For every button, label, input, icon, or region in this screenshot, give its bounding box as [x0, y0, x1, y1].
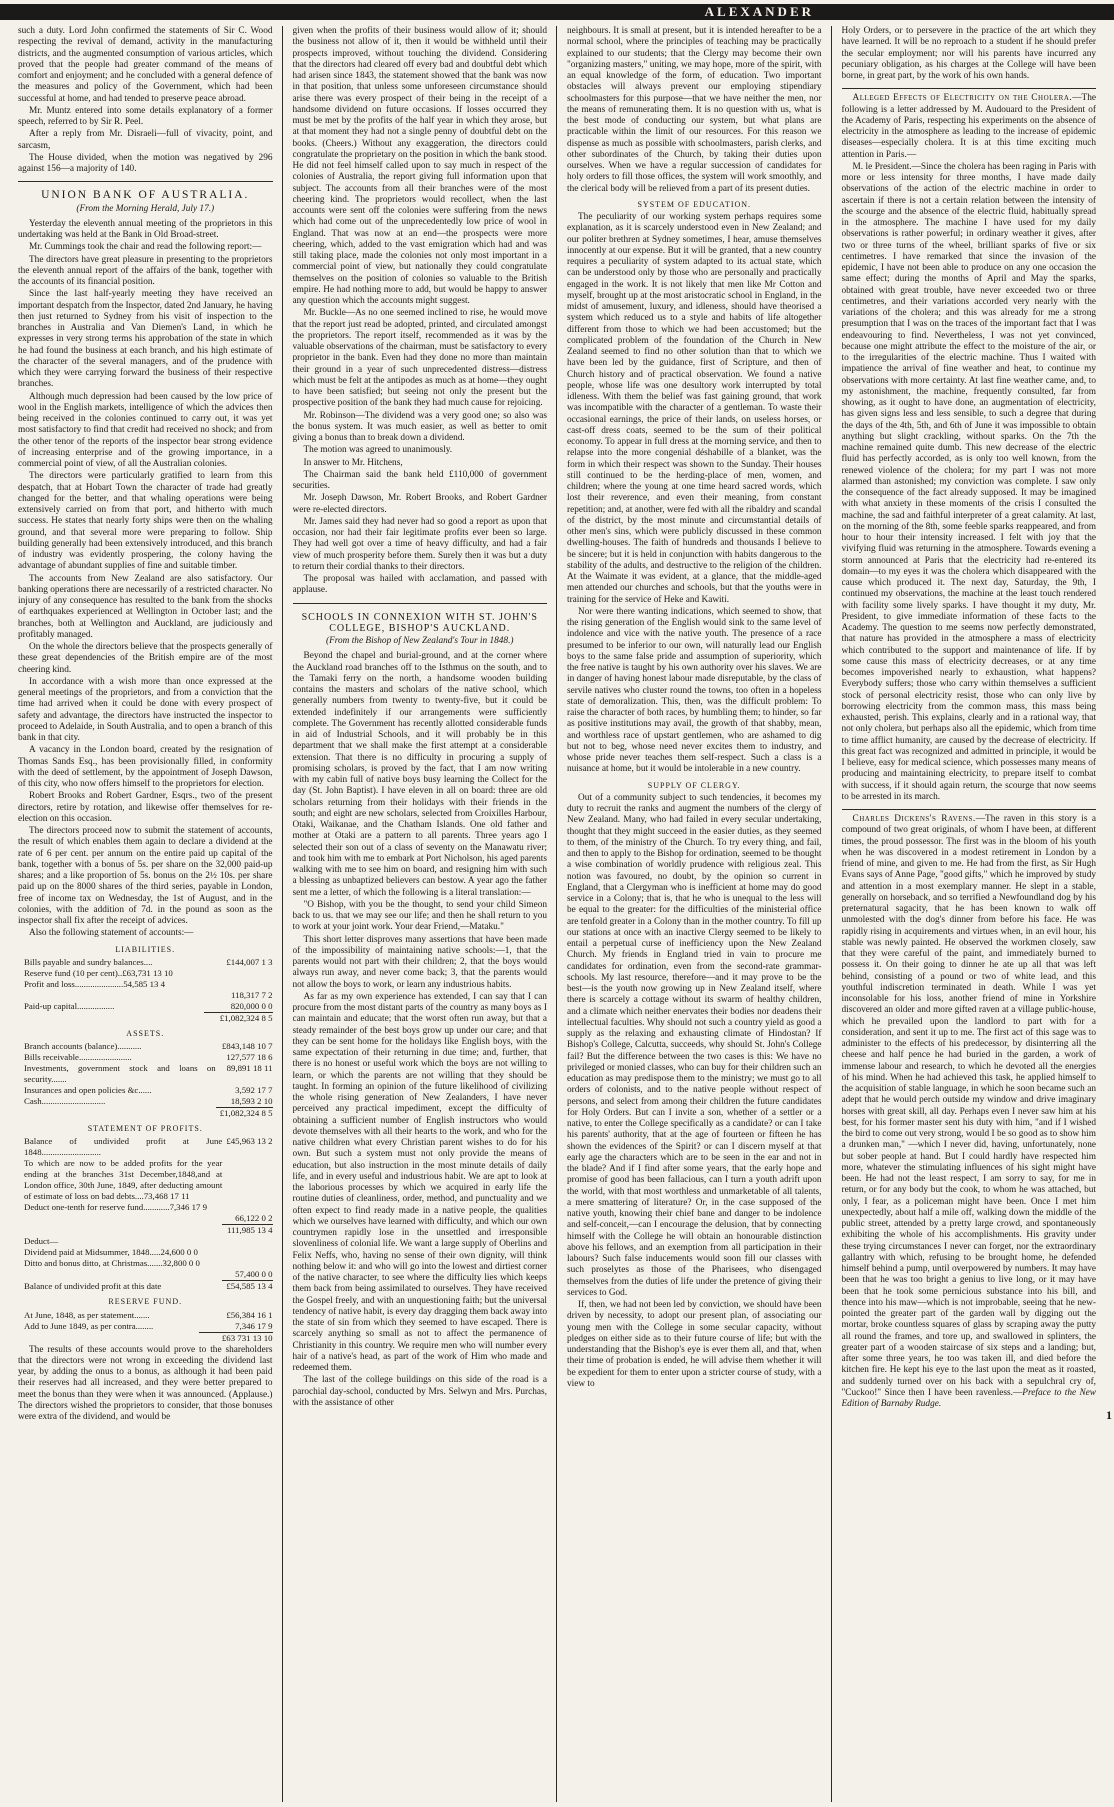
paragraph: Mr. James said they had never had so good a report as upon that occasion, nor had their fair legitimate profits ever been so large. They had well got over a time of heavy difficulty, and had a fair view of much prosperity before them. Surely then it was but a duty to return their cordial thanks to their directors. [292, 516, 547, 572]
paragraph: given when the profits of their business would allow of it; should the business not allow of it, then it would be withheld until their prospects improved, without touching the dividend. Considering that the directors had cleared off every bad and doubtful debt which had arisen since 1843, the statement showed that the bank was now in that position, that unless some unforeseen circumstance should arise there was every prospect of their being in the receipt of a handsome dividend on future occasions. If losses occurred they must be met by the profits of the half year in which they arose, but at that moment they had not a single penny of doubtful debt on the books. (Cheers.) Without any exaggeration, the directors could congratulate the proprietary on the position in which the bank stood. He did not feel himself called upon to say much in respect of the colonies of Australia, the report giving full information upon that subject. The accounts from all their branches were of the most cheering kind. The proprietors would recollect, when the last accounts were sent off the colonies were suffering from the news which had come out of the unprecedentedly low price of wool in England. That was now at an end—the prospects were more cheering, which, added to the vast emigration which had and was still taking place, made the colonies not only most important in a commercial point of view, but nationally they could congratulate themselves on the position of colonies so valuable to the British empire. He had nothing more to add, but would be happy to answer any question which the accounts might suggest. [292, 26, 547, 306]
paragraph: Although much depression had been caused by the low price of wool in the English markets, intelligence of which the advices then being received in the colonies continued to carry out, it was yet most satisfactory to find that credit had received no shock; and from the other tenor of the reports of the inspector bear strong evidence of increasing enterprise and of the growing importance, in a commercial point of view, of all the Australian colonies. [18, 391, 273, 469]
column-container [18, 26, 1096, 1802]
letter-quote: "O Bishop, with you be the thought, to send your child Simeon back to us. that we may see our life; and then he shall return to you to work at your joint work. Your dear Friend,—Mataku." [292, 899, 547, 933]
margin-mark: 1 [1106, 1408, 1112, 1422]
profits-table [18, 1136, 273, 1292]
paragraph: In answer to Mr. Hitchens, [303, 457, 403, 468]
paragraph: The House divided, when the motion was negatived by 296 against 156—a majority of 140. [18, 152, 273, 174]
liabilities-caption: LIABILITIES. [115, 944, 176, 954]
paragraph: Since the last half-yearly meeting they have received an important despatch from the Inspector, dated 2nd January, he having then just returned to Sydney from his visit of inspection to the branches in Australia and Van Diemen's Land, in which he expresses in very strong terms his approbation of the state in which he had found the business at each branch, and his high estimate of the character of the several managers, and of the prudence with which they were carrying forward the business of their respective branches. [18, 289, 273, 390]
assets-table [18, 1041, 273, 1119]
paragraph: Mr. Cummings took the chair and read the following report:— [29, 242, 262, 253]
column-1 [18, 26, 283, 1802]
paragraph: This short letter disproves many assertions that have been made of the impossibility of maintaining native schools:—1, that the parents would not part with their children; 2, that the boys would always run away, and never come back; 3, that the parents would not allow the boys to work, or learn any industrious habits. [292, 934, 547, 990]
paragraph: Holy Orders, or to persevere in the practice of the art which they have learned. It will be no reproach to a student if he should prefer the secular employment; nor will his parents have incurred any pecuniary obligation, as his charges at the College will have been borne, in great part, by the work of his own hands. [841, 26, 1096, 81]
paragraph: If, then, we had not been led by conviction, we should have been driven by necessity, to adopt our present plan, of associating our young men with the College in some secular capacity, without pledges on either side as to their future course of life; but with the understanding that the Bishop's eye is ever them all, and that, when their time of probation is ended, he will advise them whether it will be expedient for them to enter upon a stricter course of study, with a view to [567, 1300, 822, 1389]
table-row: £63 731 13 10 [18, 1332, 273, 1344]
paragraph: The peculiarity of our working system perhaps requires some explanation, as it is scarcely understood even in New Zealand; and our politer brethren at Sydney sometimes, I hear, amuse themselves innocently at our expense. But it will be granted, that a new country requires a peculiarity of system adapted to its actual state, which can be understood only by those who are personally and practically engaged in the work. It is not likely that men like Mr Cotton and myself, brought up at the most aristocratic school in England, in the midst of amusement, luxury, and idleness, should have theorised a system which reduced us to a style and habits of life altogether different from those to which we had been accustomed; but the complicated problem of the foundation of the Church in New Zealand seemed to find no other solution than that to which we have been led by the guidance, first of Scripture, and then of Church history and of practical observation. We found a native people, whose life was one desultory work interrupted by total idleness. With them the belief was fast gaining ground, that work was incompatible with the character of a gentleman. To waste their occasional earnings, the price of their lands, on useless horses, or cast-off dress coats, seemed to be the sum of their political economy. To appear in full dress at the morning service, and then to relapse into the more congenial déshabille of a blanket, was the form in which their respect was shown to the Sunday. Their houses still continued to be the herding-place of men, women, and children; where the young at one time heard sacred words, which lost their reverence, and even their meaning, from constant repetition; and, at another, were fed with all the ribaldry and scandal of the district, by the most minute and circumstantial details of other men's sins, which were publicly discussed in these common dwelling-houses. The faith of hundreds and thousands I believe to be sincere; but it is held in conjunction with habits dangerous to the stability of the adults, and destructive to the religion of the children. At the Waimate it was evident, at a glance, that the middle-aged men attended our churches and schools, but that the youths were in training for the service of Heke and Kawiti. [567, 212, 822, 605]
run-in-heading: Alleged Effects of Electricity on the Cholera. [852, 93, 1073, 104]
table-row: Investments, government stock and loans on security....... 89,891 18 11 [24, 1063, 273, 1084]
table-row: At June, 1848, as per statement....... £56,384 16 1 [24, 1309, 273, 1320]
table-row: Bills receivable........................ 127,577 18 6 [24, 1052, 273, 1062]
table-row: Balance of undivided profit at June 1848........................... £45,963 13 2 [24, 1136, 273, 1158]
paragraph: Mr. Buckle—As no one seemed inclined to rise, he would move that the report just read be adopted, printed, and circulated amongst the proprietors. The report itself, recommended as it was by the valuable observations of the chairman, must be satisfactory to every proprietor in the bank. Even had they done no more than maintain their ground in a year of such unprecedented distress—distress which must be felt at the antipodes as much as at home—they ought to have been satisfied; but seeing not only the present but the prospective position of the bank they had much cause for rejoicing. [292, 308, 547, 409]
paragraph: Robert Brooks and Robert Gardner, Esqrs., two of the present directors, retire by rotation, and likewise offer themselves for re-election on this occasion. [18, 791, 273, 824]
paragraph: Mr. Muntz entered into some details explanatory of a former speech, referred to by Sir R. Peel. [18, 105, 273, 127]
paragraph-text: —The raven in this story is a compound of two great originals, of whom I have been, at different times, the proud possessor. The first was in the bloom of his youth when he was discovered in a modest retirement in London by a friend of mine, and given to me. He had from the first, as Sir Hugh Evans says of Anne Page, "good gifts," which he improved by study and attention in a most exemplary manner. He slept in a stable, generally on horseback, and so terrified a Newfoundland dog by his preternatural sagacity, that he has been known to walk off unmolested with the dog's dinner from before his face. He was rapidly rising in acquirements and virtues when, in an evil hour, his stable was newly painted. He observed the workmen closely, saw that they were careful of the paint, and immediately burned to possess it. On their going to dinner he ate up all that was left behind, consisting of a pound or two of white lead, and this youthful indiscretion terminated in death. While I was yet inconsolable for his loss, another friend of mine in Yorkshire discovered an older and more gifted raven at a village public-house, which he prevailed upon the landlord to part with for a consideration, and sent it up to me. The first act of this sage was to administer to the effects of his predecessor, by disinterring all the cheese and half pence he had buried in the garden, a work of immense labour and research, to which he devoted all the energies of his mind. When he had achieved this task, he applied himself to the acquisition of stable language, in which he soon became such an adept that he would perch outside my window and drive imaginary horses with great skill, all day. Perhaps even I never saw him at his best, for his former master sent his duty with him, "and if I wished the bird to come out very strong, would I be so good as to show him a drunken man," —which I never did, having, unfortunately, none but sober people at hand. But I could hardly have respected him more, whatever the stimulating influences of his sight might have been. He had not the least respect, I am sorry to say, for me in return, or for any body but the cook, to whom he was attached, but only, I fear, as a policeman might have been. Once I met him unexpectedly, about half a mile off, walking down the middle of the public street, attended by a pretty large crowd, and spontaneously exhibiting the whole of his accomplishments. His gravity under these trying circumstances I never can forget, nor the extraordinary gallantry with which, refusing to be brought home, he defended himself behind a pump, until overpowered by numbers. It may have been that he was too bright a genius to live long, or it may have been that he took some pernicious substance into his bill, and thence into his maw—which is not improbable, seeing that he new-pointed the greater part of the garden wall by digging out the mortar, broke countless squares of glass by scraping away the putty all round the frames, and tore up, and swallowed in splinters, the greater part of a wooden staircase of six steps and a landing; but, after some three years, he too was taken ill, and died before the kitchen fire. He kept his eye to the last upon the meat as it roasted, and suddenly turned over on his back with a sepulchral cry of, "Cuckoo!" Since then I have been ravenless.— [841, 814, 1096, 1398]
paragraph: Yesterday the eleventh annual meeting of the proprietors in this undertaking was held at the Bank in Old Broad-street. [18, 218, 273, 240]
paragraph: The directors were particularly gratified to learn from this despatch, that at Hobart Town the character of trade had greatly changed for the better, and that whaling operations were being extensively carried on from that port, and hitherto with much success. He states that nearly forty ships were then on the whaling ground, and that several more were preparing to follow. Ship building generally had been extensively introduced, and this branch of industry was evidently prospering, the colony having the advantage of abundant supplies of fine and suitable timber. [18, 471, 273, 572]
assets-caption: ASSETS. [126, 1028, 165, 1038]
section-divider [18, 181, 273, 182]
table-row: 111,985 13 4 [18, 1225, 273, 1237]
table-row: 57,400 0 0 [235, 1269, 273, 1280]
paragraph: The accounts from New Zealand are also satisfactory. Our banking operations there are necessarily of a restricted character. No injury of any consequence has resulted to the bank from the shocks of earthquakes experienced at Wellington in October last; and the branches, both at Wellington and Auckland, are judiciously and profitably managed. [18, 573, 273, 640]
table-row: Paid-up capital................. 820,000 0 0 [24, 1000, 273, 1011]
article-headline-schools: SCHOOLS IN CONNEXION WITH ST. JOHN'S COLLEGE, BISHOP'S AUCKLAND. [301, 611, 538, 634]
section-divider [842, 88, 1097, 89]
table-row: To which are now to be added profits for the year ending at the branches 31st December,1848,and at London office, 30th June, 1849, after deducting amount of estimate of loss on bad debts....73,468 17 11 [24, 1158, 223, 1202]
liabilities-table [18, 957, 273, 1024]
paragraph: On the whole the directors believe that the prospects generally of these great dependencies of the British empire are of the most cheering kind. [18, 642, 273, 675]
paragraph: The results of these accounts would prove to the shareholders that the directors were not wrong in exceeding the dividend last year, by adding the onus to a bonus, as although it had been paid their reserves had all increased, and they were better prepared to meet the bonus than they were when it was announced. (Applause.) The directors wished the proprietors to consider, that those bonuses were extra of the dividend, and would be [18, 1344, 273, 1422]
paragraph: Also the following statement of accounts:— [29, 928, 194, 939]
profits-caption: STATEMENT OF PROFITS. [87, 1124, 203, 1133]
table-row: Profit and loss......................54,585 13 4 [24, 978, 165, 989]
table-row: Reserve fund (10 per cent)..£63,731 13 10 [24, 967, 173, 978]
parliament-report-end: such a duty. Lord John confirmed the statements of Sir C. Wood respecting the revival of demand, activity in the manufacturing districts, and the augmented consumption of various articles, which proved that the people had greater command of the means of comfort and enjoyment; and he concluded with a general defence of the measures and policy of the Government, which had been successful at home, and had tended to preserve peace abroad. [18, 26, 273, 104]
run-in-heading: Charles Dickens's Ravens. [852, 814, 976, 824]
paragraph: The motion was agreed to unanimously. [303, 445, 453, 456]
subheading-supply-of-clergy: SUPPLY OF CLERGY. [647, 780, 741, 790]
paragraph-text: —The following is a letter addressed by M. Audouard to the President of the Academy of Paris, respecting his experiments on the absence of electricity in the atmosphere as leading to the increase of epidemic diseases—especially cholera. It is at this time exciting much attention in Paris.— [841, 93, 1096, 160]
section-divider [842, 809, 1097, 810]
table-row: Dividend paid at Midsummer, 1848.....24,600 0 0 [24, 1247, 198, 1258]
article-electricity-cholera [842, 93, 1097, 161]
table-row: Deduct— [24, 1236, 59, 1247]
reserve-table [18, 1310, 273, 1344]
paragraph: The directors have great pleasure in presenting to the proprietors the eleventh annual report of the affairs of the bank, together with the accounts of its financial position. [18, 254, 273, 287]
paragraph: The last of the college buildings on this side of the road is a parochial day-school, conducted by Mrs. Selwyn and Mrs. Purchas, with the assistance of other [292, 1375, 547, 1408]
table-row: Add to June 1849, as per contra........ 7,346 17 9 [24, 1320, 273, 1331]
paragraph: A vacancy in the London board, created by the resignation of Thomas Sands Esq., has been provisionally filled, in conformity with the deed of settlement, by the appointment of Joseph Dawson, of this city, who now offers himself to the proprietors for election. [18, 745, 273, 789]
column-2 [293, 26, 558, 1802]
paragraph: In accordance with a wish more than once expressed at the general meetings of the proprietors, and from a conviction that the time had arrived when it could be done with every prospect of safety and advantage, the directors have instructed the inspector to proceed to Adelaide, in South Australia, and to open a branch of this bank in that city. [18, 676, 273, 743]
paragraph: Out of a community subject to such tendencies, it becomes my duty to recruit the ranks and augment the numbers of the clergy of New Zealand. Many, who had failed in every secular undertaking, thought that they might succeed in the easier duties, as they seemed to them, of the ministry of the Church. To try every thing, and fail, and then to apply to the Bishop for ordination, seemed to be thought a wise combination of worldly prudence with religious zeal. This notion was favoured, no doubt, by the opinion so current in England, that a Clergyman who is inefficient at home may do good service in a Colony; that is, that he who is unequal to the less will be equal to the greater: for the difficulties of the ministerial office are tenfold greater in a Colony than in the mother country. To fill up our stations at once with an inactive Clergy seemed to be likely to entail a perpetual curse of inefficiency upon the New Zealand Church. My friends in England tried in vain to procure me candidates for ordination, even from the second-rate grammar-schools. My last resource, therefore—and it may prove to be the best—is the youth now growing up in New Zealand itself, where there is scarcely a cottage without its swarm of healthy children, and a climate which neither enervates their bodies nor deadens their intellectual faculties. Why should not such a country yield as good a supply as the relaxing and exhausting climate of Hindostan? If Bishop's College, Calcutta, succeeds, why should St. John's College fail? But the difference between the two cases is this: We have no privileged or monied classes, who can buy for their children such an education as may predispose them to the ministry; we must go to all orders of colonists, and to the native people without respect of persons, and select from among their children the future candidates for Holy Orders. But can I invite a son, whether of a settler or a native, to enter the College specifically as a candidate? or can I take his parents' authority, that at the age of fourteen or fifteen he has shown the evidences of the Spirit? or can I discern myself at that early age the characters which are to be seen in the ear and not in the blade? And if I find after some years, that the early hope and promise of good has been fallacious, can I turn a youth adrift upon the world, with that most worthless and unmarketable of all talents, a mere smattering of literature? Or, in the case supposed of the native youth, knowing their chief bane and danger to be indolence and self-conceit,—can I encourage the delusion, that by connecting himself with the College he will obtain an honourable distinction above his fellows, and an exemption from all participation in their labours? Such false inducements would soon fill our classes with such proselytes as those of the Pharisees, who disengaged themselves from the duties of life under the pretence of giving their services to God. [567, 792, 822, 1298]
paragraph: M. le President.—Since the cholera has been raging in Paris with more or less intensity for three months, I have made daily observations of the action of the electric machine in order to ascertain if there is not a certain relation between the intensity of the scourge and the absence of the electric fluid, habitually spread in the atmosphere. The machine I have used for my daily observations is rather powerful; in ordinary weather it gives, after two or three turns of the wheel, brilliant sparks of five or six centimetres. I have remarked that since the invasion of the epidemic, I have not been able to produce on any one occasion the same effect; during the months of April and May the sparks, obtained with great trouble, have never exceeded two or three centimetres, and their variations accorded very nearly with the variations of the cholera; and this was already for me a strong presumption that I was on the traces of the important fact that I was endeavouring to find. Nevertheless, I was not yet convinced, because one might attribute the effect to the moisture of the air, or to the irregularities of the electric machine. Thus I waited with impatience the arrival of fine weather and heat, to continue my observations with more certainty. At last fine weather came, and, to my astonishment, the machine, frequently consulted, far from showing, as it ought to have done, an augmentation of electricity, has given signs less and less sensible, to such a degree that during the days of the 4th, 5th, and 6th of June it was impossible to obtain anything but slight crackling, without sparks. On the 7th the machine remained quite dumb. This new decrease of the electric fluid has perfectly accorded, as is only too well known, from the renewed violence of the cholera; for my part I was not more alarmed than astonished; my conviction was complete. I saw only the consequence of the fact already supposed. It may be imagined with what anxiety in these moments of the crisis I consulted the machine, the sad and faithful interpreter of a great calamity. At last, on the morning of the 8th, some feeble sparks reappeared, and from hour to hour their intensity increased. I felt with joy that the vivifying fluid was returning in the atmosphere. Towards evening a storm announced at Paris that the electricity had re-entered its domain—to my eyes it was the cholera which disappeared with the cause which produced it. The next day, Saturday, the 9th, I continued my observations, the machine at the least touch rendered with facility some lively sparks. I have thought it my duty, Mr. President, to give immediate information of these facts to the Academy. The question to me seems now perfectly demonstrated, that nature has provided in the atmosphere a mass of electricity which contributed to the support and maintenance of life. If by some cause this mass of electricity decreases, or at any time becomes impoverished nearly to exhaustion, what happens? Everybody suffers; those who carry within themselves a sufficient stock of personal electricity resist, those who can only live by borrowing electricity from the common mass, this mass being exhausted, perish. This explains, clearly and in a rational way, that not only cholera, but perhaps also all the epidemic, which from time to time afflict humanity, are caused by the decrease of electricity. If this great fact was recognized and admitted in principle, it would be I believe, easy for medical science, which possesses many means of producing and maintaining electricity, to prepare itself to combat with success, if it should again return, the scourge that now seems to be arrested in its march. [841, 161, 1096, 802]
table-row: 118,317 7 2 [231, 989, 273, 1000]
article-source: (From the Morning Herald, July 17.) [76, 203, 215, 214]
reserve-caption: RESERVE FUND. [108, 1297, 183, 1307]
column-3 [567, 26, 832, 1802]
table-row: Balance of undivided profit at this date £54,585 13 4 [24, 1280, 273, 1292]
paragraph: The proposal was hailed with acclamation, and passed with applause. [292, 574, 547, 596]
table-row: 66,122 0 2 [235, 1213, 273, 1224]
section-divider [293, 603, 548, 604]
paragraph: The Chairman said the bank held £110,000 of government securities. [292, 469, 547, 491]
paragraph: As far as my own experience has extended, I can say that I can procure from the most distant parts of the country as many boys as I can maintain and educate; that the worst often run away, but that a steady remainder of the best boys grow up under our care; and that they can be sent home for the holidays like English boys, with the same expectation of their returning in due time; and, further, that there is no honest or useful work which the boys are not willing to learn, or which the parents are not willing that they should be taught. In forming an opinion of the future likelihood of civilizing the whole rising generation of New Zealanders, I have never perceived any practical impediment, except the difficulty of obtaining a sufficient number of English instructors who would devote themselves with all their hearts to the work, and who for the native children what every Christian parent wishes to do for his own. But such a system must not only provide the means of education, but also instruction in the most minute details of daily life, and in every useful and industrious habit. We are apt to look at the laborious processes by which we acquired in early life the routine duties of cleanliness, order, method, and punctuality and we often expect to find ready made in a native people, the qualities which we ourselves have learned with difficulty, and which our own countrymen rapidly lose in the unsettled and irresponsible slovenliness of colonial life. We want a large supply of Oberlins and Felix Neffs, who, having no sense of their own dignity, will think nothing below it: and who will go into the lowest and dirtiest corner of the native character, to see where the difficulty lies which keeps them back from being assimilated to ourselves. They have received the Gospel freely, and with an unquestioning faith; but the universal tendency of native habit, is every day dragging them back away into the state of sin from which they seemed to have escaped. There is scarcely anything so small as not to affect the permanence of Christianity in this country. We require men who will number every hair of a native's head, as part of the work of Him who made and redeemed them. [292, 991, 547, 1373]
masthead-strip [0, 4, 1114, 20]
article-source: (From the Bishop of New Zealand's Tour in 1848.) [325, 636, 514, 646]
table-row: Branch accounts (balance)........... £843,148 10 7 [24, 1041, 273, 1051]
paragraph: Mr. Robinson—The dividend was a very good one; so also was the bonus system. It was much easier, as well as better to omit giving a bonus than to break down a dividend. [292, 410, 547, 443]
paragraph: After a reply from Mr. Disraeli—full of vivacity, point, and sarcasm, [18, 129, 273, 151]
source-citation: Preface to the New Edition of Barnaby Rudge. [841, 1387, 1096, 1409]
paragraph: The directors proceed now to submit the statement of accounts, the result of which enables them again to declare a dividend at the rate of 6 per cent. per annum on the entire paid up capital of the bank, together with a bonus of 5s. per share on the 32,000 paid-up shares; and a like proportion of 5s. bonus on the 2½ 10s. per share paid up on the 8000 shares of the third series, payable in London, free of income tax on Wednesday, the 1st of August, and in the colonies, with the addition of 7d. in the pound as soon as the inspector shall fix after the receipt of advices. [18, 826, 273, 926]
paragraph: Beyond the chapel and burial-ground, and at the corner where the Auckland road branches off to the Isthmus on the south, and to the Tamaki ferry on the north, a handsome wooden building contains the masters and scholars of the native school, which generally numbers from twenty to twenty-five, but it could be extended indefinitely if our arrangements were sufficiently complete. The Government has recently allotted considerable funds in aid of Industrial Schools, and it will probably be in this department that we shall make the first attempt at a considerable extension. That there is no difficulty in procuring a supply of promising scholars, is proved by the fact, that I am now writing with my cabin full of native boys busy learning the Collect for the day (St. John Baptist). I have eleven in all on board: three are old scholars returning from their holidays with their friends in the south; and eight are new scholars, selected from Croixilles Harbour, Otaki, Waikanae, and the Chatham Islands. One old father and mother at Otaki are a pattern to all parents. Three years ago I selected their son out of a class of seventy on the Manawatu river; and took him with me to embark at Port Nicholson, his aged parents walking with me to see him on board, and resigning him with such a blessing as unbaptized believers can bestow. A year ago the father sent me a letter, of which the following is a literal translation:— [292, 651, 547, 898]
column-4 [842, 26, 1097, 1802]
paragraph: Nor were there wanting indications, which seemed to show, that the rising generation of the English would sink to the same level of indolence and vice with the native youth. The presence of a race presumed to be inferior to our own, will naturally lead our English boys to the same false pride and assumption of superiority, which the free native is taught by his own authority over his slaves. We are in danger of having honest labour made disreputable, by the class of servile natives who cluster round the towns, too often in a hopeless state of demoralization. This, then, was the difficult problem: To raise the character of both races, by humbling them; to hinder, so far as positive institutions may avail, the growth of that shabby, mean, and worthless race of upstart gentlemen, who are ashamed to dig but not to beg, whose need never excites them to industry, and whose pride never teaches them self-respect. Such a class is a nuisance at home, but it would be intolerable in a new country. [567, 606, 822, 775]
masthead-fragment: ALEXANDER [704, 4, 814, 19]
table-row: Deduct one-tenth for reserve fund............7,346 17 9 [24, 1202, 207, 1213]
table-row: Cash............................. 18,593 2 10 [24, 1096, 273, 1106]
article-dickens-ravens [842, 814, 1097, 1410]
table-row: Bills payable and sundry balances.... £144,007 1 3 [24, 956, 273, 967]
table-row: Ditto and bonus ditto, at Christmas.......32,800 0 0 [24, 1258, 200, 1269]
article-headline-union-bank: UNION BANK OF AUSTRALIA. [41, 189, 250, 202]
table-row: Insurances and open policies &c...... 3,592 17 7 [24, 1085, 273, 1095]
paragraph: neighbours. It is small at present, but it is intended hereafter to be a normal school, where the principles of teaching may be practically explained to our students; that the Clergy may become their own "organizing masters," uniting, we may hope, more of the spirit, with an equal knowledge of the form, of education. Two important obstacles will always prevent our employing stipendiary schoolmasters for this purpose—that we have neither the men, nor the means of remunerating them. It is no question with us, what is the best mode of conducting our system, but what plans are practicable within the limit of our resources. For this reason we dispense as much as possible with schoolmasters, parish clerks, and other subordinates of the Church, by taking their duties upon ourselves. When we have a regular succession of candidates for holy orders to fill those offices, the system will work smoothly, and the clerical body will be relieved from a part of its present duties. [567, 26, 822, 194]
table-row: £1,082,324 8 5 [18, 1012, 273, 1024]
table-row: £1,082,324 8 5 [18, 1108, 273, 1120]
subheading-system-of-education: SYSTEM OF EDUCATION. [637, 199, 752, 209]
paragraph: Mr. Joseph Dawson, Mr. Robert Brooks, and Robert Gardner were re-elected directors. [292, 493, 547, 515]
